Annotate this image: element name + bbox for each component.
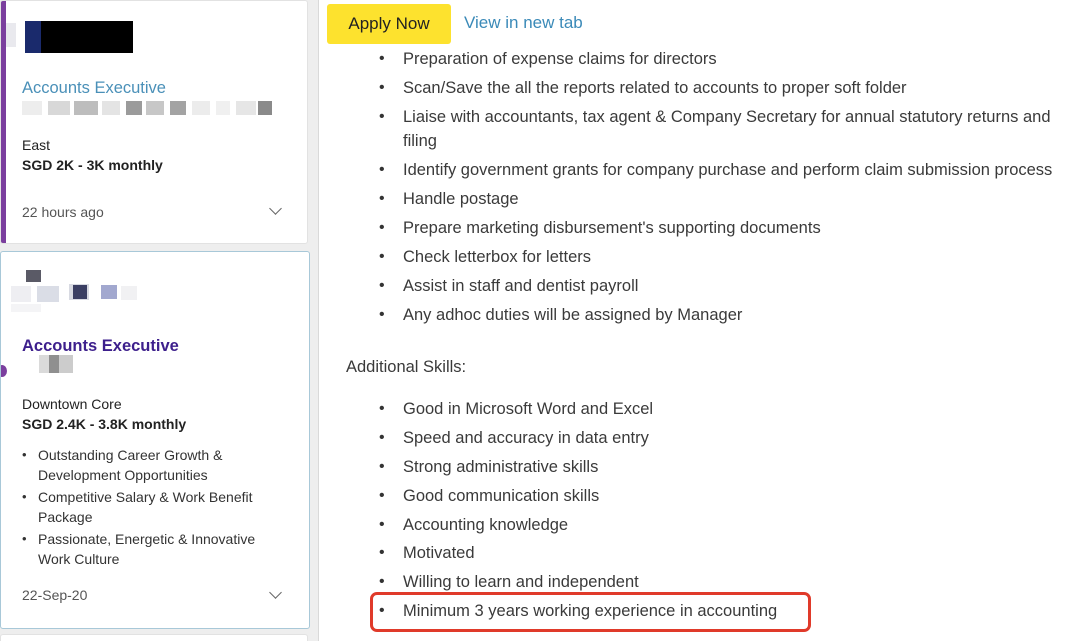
job-title[interactable]: Accounts Executive [22, 337, 179, 355]
job-location: East [22, 137, 51, 153]
list-item: • Good in Microsoft Word and Excel [379, 397, 1059, 422]
apply-now-button[interactable]: Apply Now [327, 4, 451, 44]
job-location: Downtown Core [22, 396, 122, 412]
job-salary: SGD 2K - 3K monthly [22, 157, 163, 173]
job-posted-date: 22-Sep-20 [22, 587, 88, 603]
view-in-new-tab-link[interactable]: View in new tab [464, 13, 583, 32]
list-item: • Strong administrative skills [379, 455, 1059, 480]
list-item: • Accounting knowledge [379, 513, 1059, 538]
list-item: • Handle postage [379, 187, 1059, 212]
redacted-company-name [39, 355, 73, 373]
job-perks-list [22, 445, 282, 571]
list-item: • Passionate, Energetic & Innovative Work Culture [22, 529, 282, 569]
chevron-down-icon[interactable] [269, 202, 282, 215]
list-item: • Competitive Salary & Work Benefit Package [22, 487, 282, 527]
list-item: • Liaise with accountants, tax agent & Company Secretary for annual statutory returns and filing [379, 105, 1059, 154]
additional-skills-heading: Additional Skills: [346, 358, 467, 376]
redacted-company-logo [11, 270, 141, 312]
duties-list [379, 47, 1059, 332]
job-title[interactable]: Accounts Executive [22, 79, 166, 97]
list-item: • Assist in staff and dentist payroll [379, 274, 1059, 299]
list-item: • Willing to learn and independent [379, 570, 1059, 595]
chevron-down-icon[interactable] [269, 586, 282, 599]
highlight-box [370, 592, 811, 632]
redacted-company-logo-edge [25, 21, 41, 53]
redacted-company-logo [25, 21, 133, 53]
list-item: • Identify government grants for company purchase and perform claim submission process [379, 158, 1059, 183]
job-card[interactable] [0, 634, 308, 641]
list-item: • Any adhoc duties will be assigned by Manager [379, 303, 1059, 328]
job-card[interactable] [0, 251, 310, 629]
list-item: • Good communication skills [379, 484, 1059, 509]
job-posted-time: 22 hours ago [22, 204, 104, 220]
list-item: • Motivated [379, 541, 1059, 566]
redacted-text-fragment [6, 23, 16, 47]
redacted-company-name [22, 101, 272, 115]
job-list [0, 0, 318, 641]
list-item: • Prepare marketing disbursement's supporting documents [379, 216, 1059, 241]
job-salary: SGD 2.4K - 3.8K monthly [22, 416, 187, 432]
list-item: • Scan/Save the all the reports related to accounts to proper soft folder [379, 76, 1059, 101]
list-item: • Speed and accuracy in data entry [379, 426, 1059, 451]
card-accent-dot [0, 365, 7, 377]
list-item: • Outstanding Career Growth & Development Opportunities [22, 445, 282, 485]
list-item: • Check letterbox for letters [379, 245, 1059, 270]
job-detail [319, 0, 1080, 641]
list-item: • Preparation of expense claims for directors [379, 47, 1059, 72]
list-item: • Minimum 3 years working experience in accounting [379, 599, 1059, 624]
job-card[interactable] [0, 0, 308, 244]
